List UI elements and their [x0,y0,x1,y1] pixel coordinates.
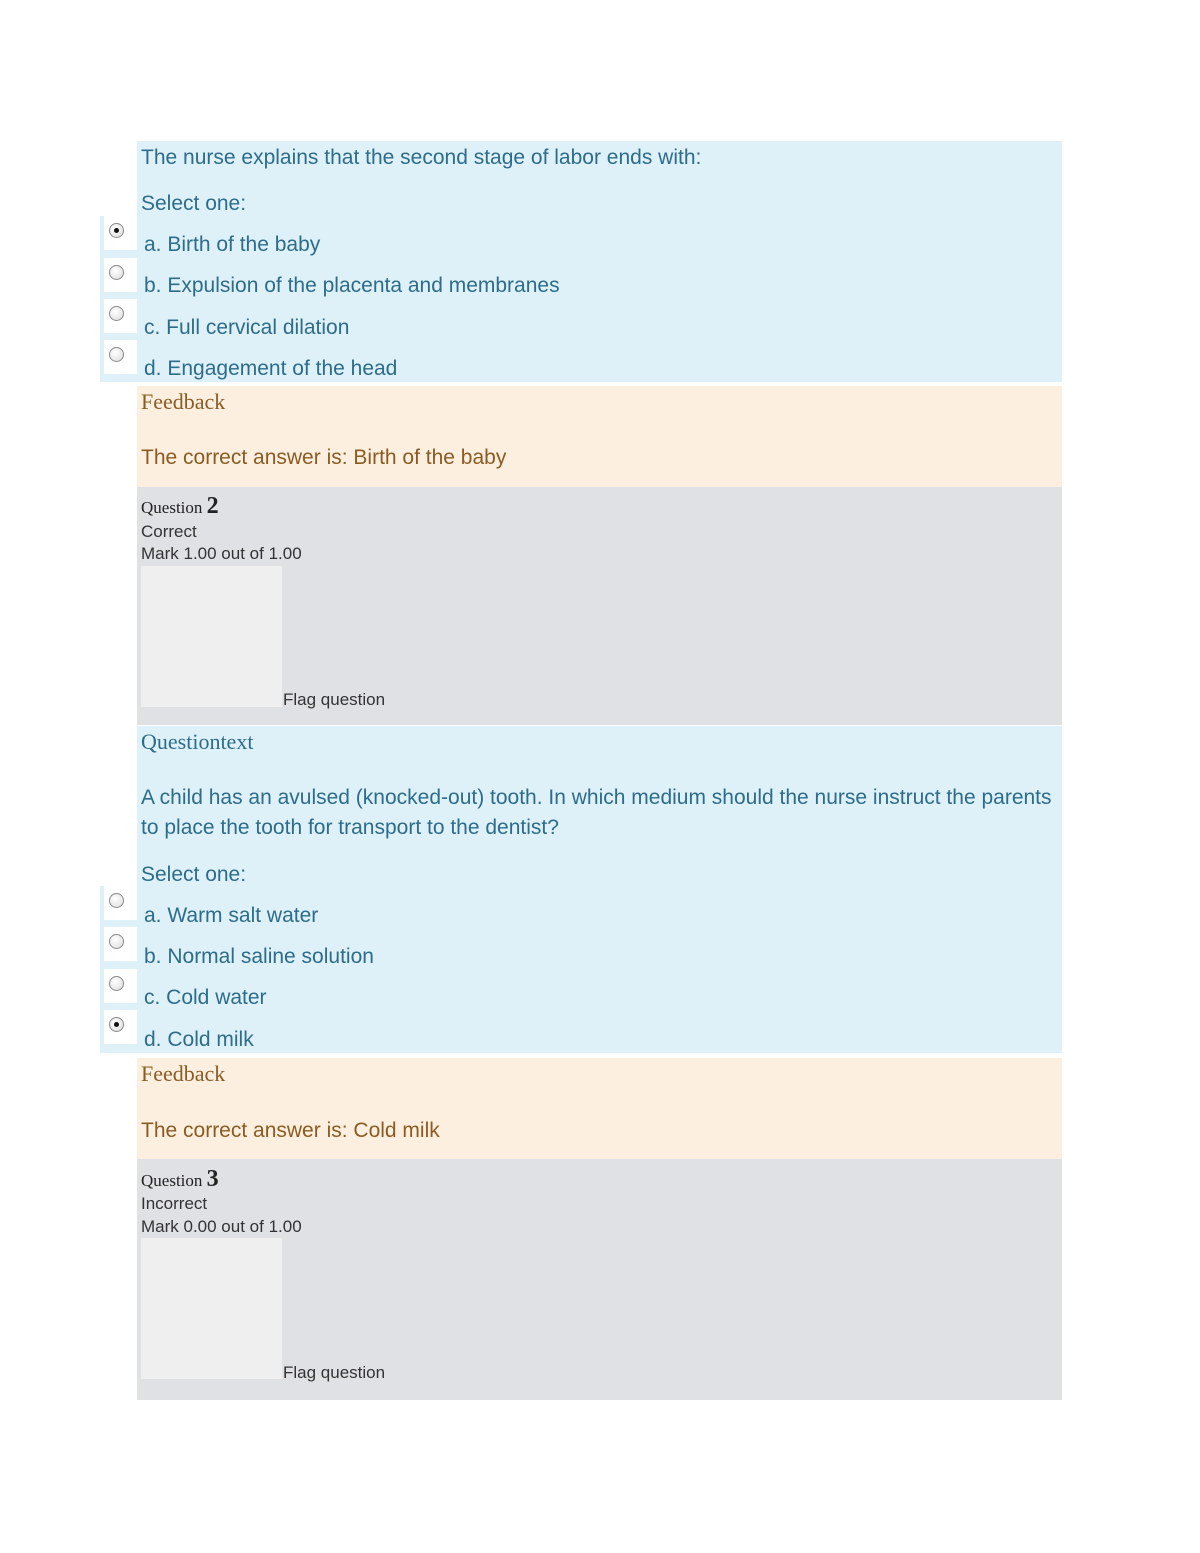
question-2-feedback-panel [137,1058,1062,1159]
radio-unchecked-icon [109,976,124,991]
question-label: Question [141,1171,203,1190]
q1-option-a-label[interactable]: a. Birth of the baby [144,233,321,256]
q1-option-b-label[interactable]: b. Expulsion of the placenta and membranes [144,274,560,297]
radio-unchecked-icon [109,934,124,949]
q2-option-a-radio[interactable] [104,886,137,920]
question-2-select-label: Select one: [141,863,247,886]
q1-option-c-radio[interactable] [104,299,137,333]
q2-option-d-radio[interactable] [104,1010,137,1044]
q2-option-d-label[interactable]: d. Cold milk [144,1028,254,1051]
question-1-text-panel [137,141,1062,382]
radio-checked-icon [109,1017,124,1032]
q2-option-a-label[interactable]: a. Warm salt water [144,904,319,927]
q2-option-b-label[interactable]: b. Normal saline solution [144,945,374,968]
radio-unchecked-icon [109,306,124,321]
q1-option-b-radio[interactable] [104,258,137,292]
question-2-text-panel [137,726,1062,1053]
question-2-mark: Mark 1.00 out of 1.00 [141,544,302,563]
q2-option-c-label[interactable]: c. Cold water [144,986,267,1009]
q1-option-d-label[interactable]: d. Engagement of the head [144,357,398,380]
q1-option-d-radio[interactable] [104,340,137,374]
q1-option-a-radio[interactable] [104,216,137,250]
question-3-flag-label[interactable]: Flag question [283,1363,386,1382]
question-2-text-heading: Questiontext [141,729,254,754]
question-1-feedback-heading: Feedback [141,389,226,414]
question-2-number [141,494,219,518]
question-3-status: Incorrect [141,1194,208,1213]
question-3-number [141,1167,219,1191]
question-3-mark: Mark 0.00 out of 1.00 [141,1217,302,1236]
q2-option-b-radio[interactable] [104,927,137,961]
question-number-value: 3 [206,1166,219,1192]
question-label: Question [141,498,203,517]
question-1-feedback-text: The correct answer is: Birth of the baby [141,446,507,469]
question-2-feedback-text: The correct answer is: Cold milk [141,1119,440,1142]
question-1-prompt: The nurse explains that the second stage of labor ends with: [141,146,702,169]
question-2-flag-label[interactable]: Flag question [283,690,386,709]
question-1-feedback-panel [137,386,1062,487]
q1-option-c-label[interactable]: c. Full cervical dilation [144,316,350,339]
q2-option-c-radio[interactable] [104,969,137,1003]
radio-unchecked-icon [109,893,124,908]
question-number-value: 2 [206,493,219,519]
question-2-status: Correct [141,522,197,541]
question-1-select-label: Select one: [141,192,247,215]
question-2-prompt: A child has an avulsed (knocked-out) tooth. In which medium should the nurse instruct the parents to place the tooth for transport to the dentist? [141,786,1052,839]
question-2-flag-icon[interactable] [141,566,282,707]
question-2-feedback-heading: Feedback [141,1061,226,1086]
radio-unchecked-icon [109,265,124,280]
question-3-flag-icon[interactable] [141,1238,282,1379]
radio-unchecked-icon [109,347,124,362]
radio-checked-icon [109,223,124,238]
